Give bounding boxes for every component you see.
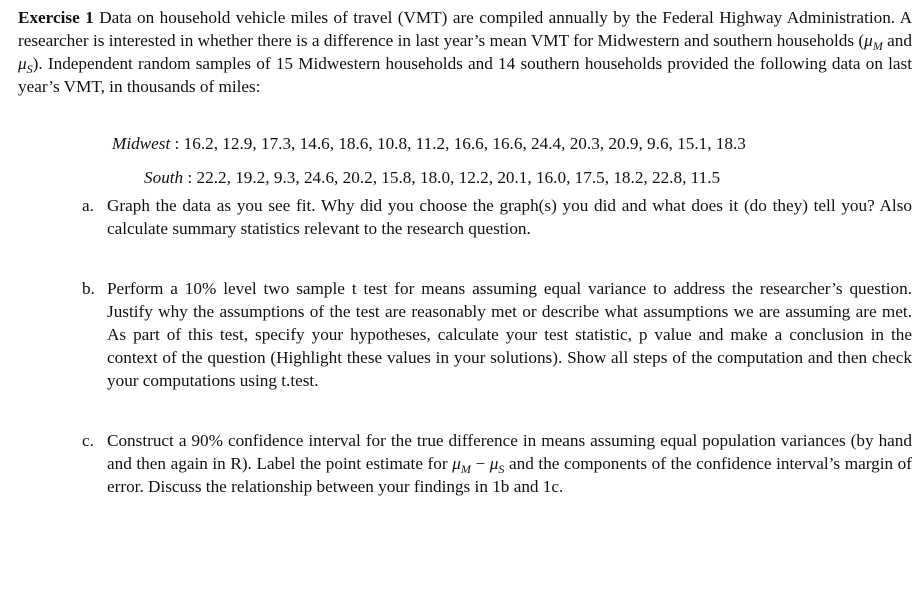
midwest-values: 16.2, 12.9, 17.3, 14.6, 18.6, 10.8, 11.2, 16.6, 16.6, 24.4, 20.3, 20.9, 9.6, 15.1, 18.3: [183, 134, 746, 153]
exercise-intro: Exercise 1 Data on household vehicle miles of travel (VMT) are compiled annually by the Federal Highway Administration. A researcher is interested in whether there is a difference in last year’s mean VMT for Midwestern and southern households ($\mu_M$ and $\mu_S$). Independent random samples of 15 Midwestern households and 14 southern households provided the following data on last year’s VMT, in thousands of miles:: [18, 8, 912, 96]
part-c-marker: c.: [82, 431, 94, 450]
mu-s-symbol: $\mu_S$: [489, 454, 505, 477]
data-block: [18, 127, 912, 195]
part-b-marker: b.: [82, 279, 95, 298]
south-label: South: [144, 168, 184, 187]
part-b-text: Perform a 10% level two sample t test for means assuming equal variance to address the researcher’s question. Justify why the assumptions of the test are reasonably met or describe what assumptions we are assuming are met. As part of this test, specify your hypotheses, calculate your test statistic, p value and make a conclusion in the context of the question (Highlight these values in your solutions). Show all steps of the computation and then check your computations using t.test.: [107, 279, 912, 390]
mu-m-symbol: $\mu_M$: [452, 454, 471, 477]
exercise-parts: [18, 194, 912, 498]
mu-s-symbol: $\mu_S$: [18, 54, 33, 77]
mu-m-symbol: $\mu_M$: [864, 31, 883, 54]
part-c-text-part1: Construct a 90% confidence interval for the true difference in means assuming equal population variances (by hand and then again in R). Label the point estimate for: [107, 431, 912, 473]
exercise-label: Exercise 1: [18, 8, 94, 27]
document-page: [18, 6, 912, 498]
part-a-text: Graph the data as you see fit. Why did you choose the graph(s) you did and what does it (do they) tell you? Also calculate summary statistics relevant to the research question.: [107, 196, 912, 238]
part-c-text-part2: and the components of the confidence interval’s margin of error. Discuss the relationship between your findings in 1b and 1c.: [107, 454, 912, 496]
midwest-data-row: Midwest : 16.2, 12.9, 17.3, 14.6, 18.6, 10.8, 11.2, 16.6, 16.6, 24.4, 20.3, 20.9, 9.6, 15.1, 18.3: [112, 134, 746, 153]
part-a-marker: a.: [82, 196, 94, 215]
intro-text-part2: ). Independent random samples of 15 Midwestern households and 14 southern households provided the following data on last year’s VMT, in thousands of miles:: [18, 54, 912, 96]
part-a: [18, 194, 912, 240]
midwest-label: Midwest: [112, 134, 171, 153]
part-c: c. Construct a 90% confidence interval for the true difference in means assuming equal population variances (by hand and then again in R). Label the point estimate for $\mu_M - \mu_S$ and the components of the confidence interval’s margin of error. Discuss the relationship between your findings in 1b and 1c.: [82, 431, 912, 496]
south-values: 22.2, 19.2, 9.3, 24.6, 20.2, 15.8, 18.0, 12.2, 20.1, 16.0, 17.5, 18.2, 22.8, 11.5: [196, 168, 721, 187]
intro-text-part1: Data on household vehicle miles of travel (VMT) are compiled annually by the Federal Highway Administration. A researcher is interested in whether there is a difference in last year’s mean VMT for Midwestern and southern households (: [18, 8, 912, 50]
south-data-row: South : 22.2, 19.2, 9.3, 24.6, 20.2, 15.8, 18.0, 12.2, 20.1, 16.0, 17.5, 18.2, 22.8, 11.5: [144, 168, 721, 187]
part-b: [18, 277, 912, 392]
